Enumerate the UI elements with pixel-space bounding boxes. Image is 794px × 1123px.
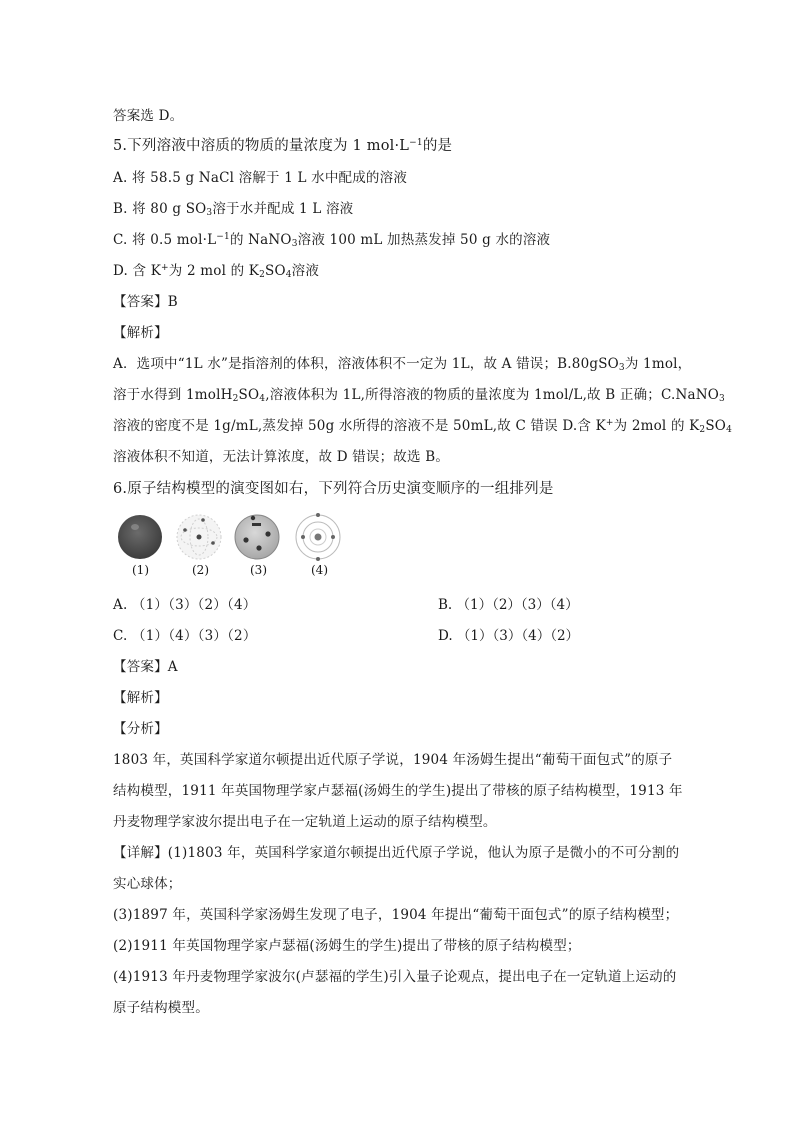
- q6-detail-line-1: 【详解】(1)1803 年，英国科学家道尔顿提出近代原子学说，他认为原子是微小的不可分割的: [113, 845, 680, 861]
- model-label-2: (2): [192, 563, 209, 577]
- q6-fenxi-line-3: 丹麦物理学家波尔提出电子在一定轨道上运动的原子结构模型。: [113, 814, 497, 830]
- q6-option-c: C. （1）（4）（3）（2）: [113, 628, 257, 644]
- q6-answer: 【答案】A: [113, 659, 178, 675]
- q5-option-a: A. 将 58.5 g NaCl 溶解于 1 L 水中配成的溶液: [113, 170, 408, 186]
- model-label-1: (1): [132, 563, 149, 577]
- q6-detail-line-4: (2)1911 年英国物理学家卢瑟福(汤姆生的学生)提出了带核的原子结构模型；: [113, 938, 581, 954]
- q6-stem: 6.原子结构模型的演变图如右，下列符合历史演变顺序的一组排列是: [113, 481, 554, 497]
- q6-option-d: D. （1）（3）（4）（2）: [438, 628, 580, 644]
- rutherford-nuclear-model: [177, 515, 221, 559]
- model-label-3: (3): [250, 563, 267, 577]
- q6-detail-line-3: (3)1897 年，英国科学家汤姆生发现了电子，1904 年提出“葡萄干面包式”的原子结构模型；: [113, 907, 679, 923]
- q6-fenxi-heading: 【分析】: [113, 721, 168, 737]
- q5-analysis-line-2: 溶于水得到 $1molH_2SO_4$,溶液体积为 1L,所得溶液的物质的量浓度为 1mol/L,故 B 正确；C.NaNO$_3$: [113, 387, 725, 404]
- q6-analysis-heading: 【解析】: [113, 690, 168, 706]
- q6-detail-line-6: 原子结构模型。: [113, 1000, 209, 1016]
- model-label-4: (4): [311, 563, 328, 577]
- dalton-solid-sphere-model: [118, 515, 162, 559]
- q6-option-b: B. （1）（2）（3）（4）: [438, 597, 579, 613]
- bohr-orbit-model: [296, 513, 340, 561]
- thomson-plum-pudding-model: [235, 515, 279, 559]
- q5-analysis-heading: 【解析】: [113, 325, 168, 341]
- q5-answer: 【答案】B: [113, 294, 178, 310]
- q6-option-a: A. （1）（3）（2）（4）: [113, 597, 257, 613]
- q5-analysis-line-1: A．选项中“1L 水”是指溶剂的体积，溶液体积不一定为 1L，故 A 错误；B.80gSO$_3$为 1mol，: [113, 356, 692, 373]
- q6-detail-line-2: 实心球体；: [113, 876, 182, 892]
- q5-option-b: B. 将 80 g $SO_3$溶于水并配成 1 L 溶液: [113, 201, 354, 218]
- q6-detail-line-5: (4)1913 年丹麦物理学家波尔(卢瑟福的学生)引入量子论观点，提出电子在一定轨道上运动的: [113, 969, 677, 985]
- q5-analysis-line-3: 溶液的密度不是 1g/mL,蒸发掉 50g 水所得的溶液不是 50mL,故 C 错误 D.含 K+为 2mol 的 $K_2SO_4$: [113, 418, 733, 435]
- previous-answer-tail: 答案选 D。: [113, 108, 184, 124]
- q5-analysis-line-4: 溶液体积不知道，无法计算浓度，故 D 错误；故选 B。: [113, 449, 450, 465]
- q5-stem: 5.下列溶液中溶质的物质的量浓度为 1 $mol\cdot L^{-1}$的是: [113, 138, 453, 154]
- q6-fenxi-line-2: 结构模型，1911 年英国物理学家卢瑟福(汤姆生的学生)提出了带核的原子结构模型，1913 年: [113, 783, 683, 799]
- q6-fenxi-line-1: 1803 年，英国科学家道尔顿提出近代原子学说，1904 年汤姆生提出“葡萄干面包式”的原子: [113, 752, 673, 768]
- q5-option-d: D. 含 K+为 2 mol 的 $K_2SO_4$溶液: [113, 263, 320, 280]
- q5-option-c: C. 将 0.5 $mol\cdot L^{-1}$的 NaNO$_3$溶液 100 mL 加热蒸发掉 50 g 水的溶液: [113, 232, 551, 249]
